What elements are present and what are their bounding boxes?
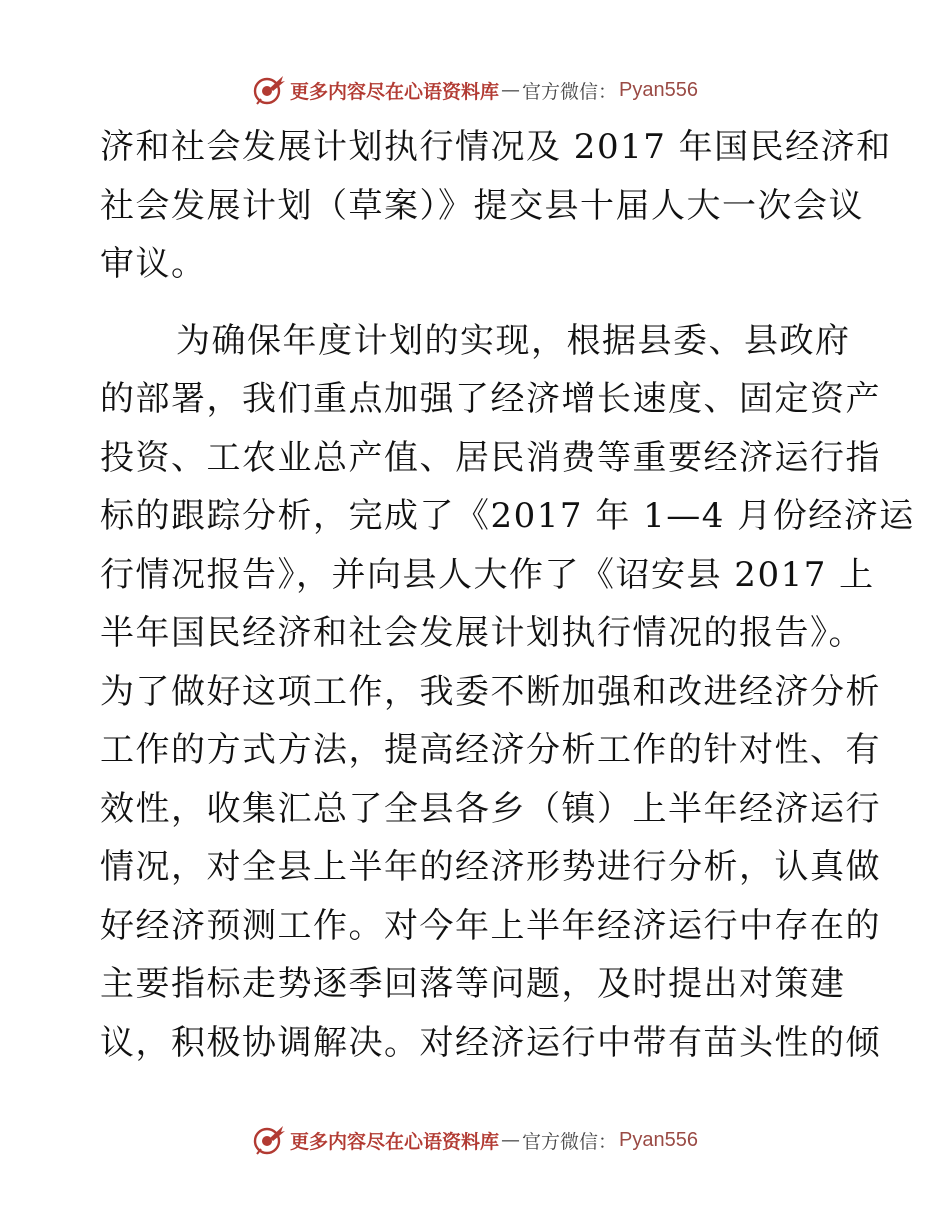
paragraph-1 [100, 118, 892, 294]
text-line: 审议。 [100, 244, 207, 284]
banner-brand-text: 更多内容尽在心语资料库 [290, 1130, 500, 1153]
text-line: 为了做好这项工作，我委不断加强和改进经济分析 [100, 671, 881, 712]
text-line: 投资、工农业总产值、居民消费等重要经济运行指 [100, 437, 881, 478]
text-line: 社会发展计划（草案）》提交县十届人大一次会议 [100, 185, 864, 226]
text-line-indented: 为确保年度计划的实现，根据县委、县政府 [176, 320, 851, 361]
quill-logo-icon [252, 73, 286, 107]
header-banner [0, 70, 950, 110]
banner-brand-text: 更多内容尽在心语资料库 [290, 80, 500, 103]
quill-logo-icon [252, 1123, 286, 1157]
text-line: 议，积极协调解决。对经济运行中带有苗头性的倾 [100, 1022, 881, 1063]
banner-wechat-id: Pyan556 [619, 1128, 698, 1151]
text-line: 标的跟踪分析，完成了《2017 年 1—4 月份经济运 [100, 496, 915, 536]
text-line: 行情况报告》，并向县人大作了《诏安县 2017 上 [100, 554, 875, 595]
banner-wechat-label: 官方微信： [522, 1130, 618, 1153]
text-line: 半年国民经济和社会发展计划执行情况的报告》。 [100, 613, 864, 653]
paragraph-2 [100, 312, 915, 1073]
text-line: 济和社会发展计划执行情况及 2017 年国民经济和 [100, 127, 892, 167]
text-line: 工作的方式方法，提高经济分析工作的针对性、有 [100, 730, 881, 770]
banner-wechat-id: Pyan556 [619, 78, 698, 101]
banner-separator: — [501, 1129, 521, 1151]
banner-separator: — [501, 79, 521, 101]
footer-banner [0, 1120, 950, 1160]
text-line: 主要指标走势逐季回落等问题，及时提出对策建 [100, 964, 846, 1004]
document-body [100, 118, 915, 1072]
paragraph-spacing [100, 294, 860, 312]
text-line: 效性，收集汇总了全县各乡（镇）上半年经济运行 [100, 788, 881, 829]
text-line: 好经济预测工作。对今年上半年经济运行中存在的 [100, 905, 881, 946]
banner-wechat-label: 官方微信： [522, 80, 618, 103]
text-line: 情况，对全县上半年的经济形势进行分析，认真做 [100, 847, 881, 887]
text-line: 的部署，我们重点加强了经济增长速度、固定资产 [100, 379, 881, 419]
